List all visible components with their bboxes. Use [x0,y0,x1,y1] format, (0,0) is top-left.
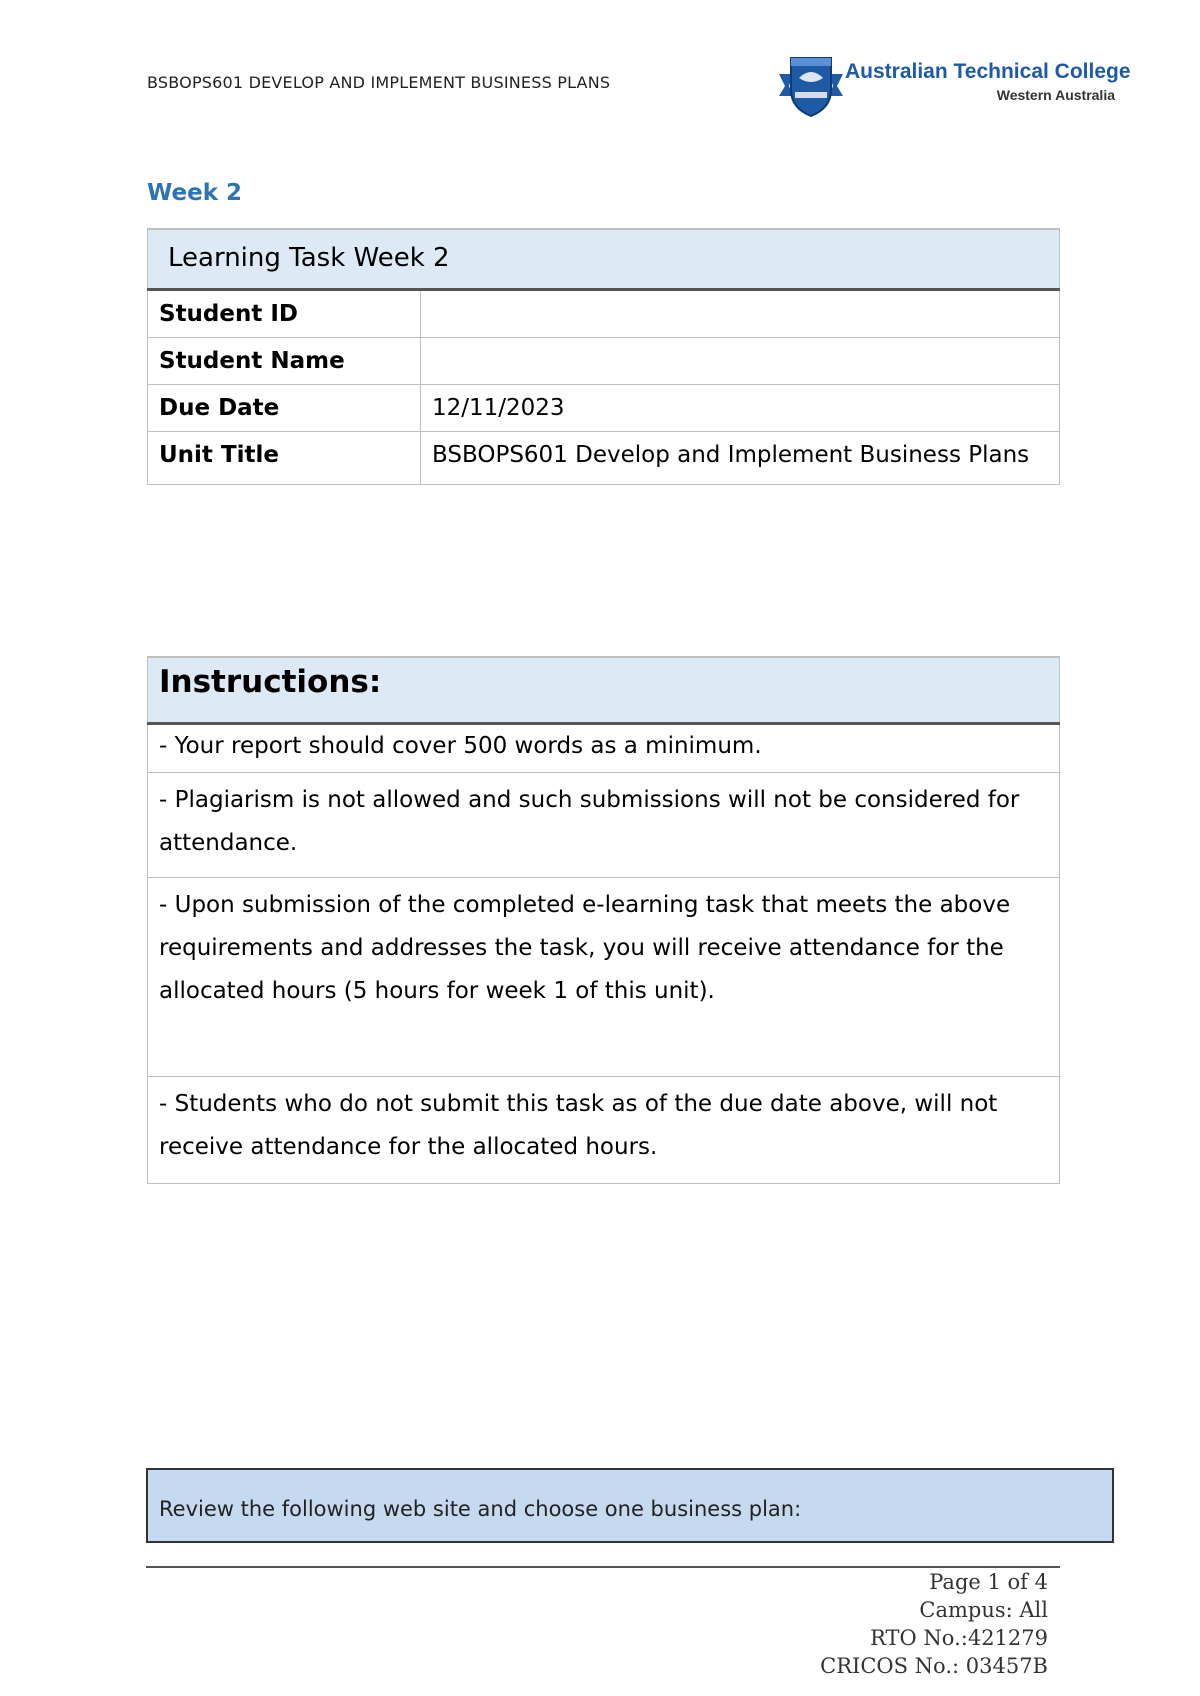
instruction-item: - Your report should cover 500 words as a minimum. [148,724,1060,773]
student-id-value [421,290,1060,338]
shield-icon [775,56,847,118]
week-title: Week 2 [147,180,243,206]
learning-task-table [147,228,1060,485]
college-logo [775,56,1131,120]
header-unit-text: BSBOPS601 DEVELOP AND IMPLEMENT BUSINESS PLANS [147,73,611,92]
student-id-label: Student ID [148,290,421,338]
logo-name: Australian Technical College [845,60,1131,83]
student-name-label: Student Name [148,338,421,385]
review-box: Review the following web site and choose one business plan: [146,1468,1114,1543]
footer [820,1568,1048,1680]
instruction-item: - Plagiarism is not allowed and such submissions will not be considered for attendance. [148,773,1060,878]
learning-task-heading: Learning Task Week 2 [148,229,1060,290]
footer-rto: RTO No.:421279 [870,1626,1048,1650]
footer-campus: Campus: All [919,1598,1048,1622]
instruction-item: - Students who do not submit this task as of the due date above, will not receive attendance for the allocated hours. [148,1077,1060,1184]
unit-title-label: Unit Title [148,432,421,485]
instructions-table [147,656,1060,1184]
logo-subtitle: Western Australia [996,87,1115,103]
student-name-value [421,338,1060,385]
instructions-heading: Instructions: [148,657,1060,724]
instruction-item: - Upon submission of the completed e-learning task that meets the above requirements and addresses the task, you will receive attendance for the allocated hours (5 hours for week 1 of this unit). [148,878,1060,1077]
footer-page-number: Page 1 of 4 [929,1570,1048,1594]
due-date-label: Due Date [148,385,421,432]
unit-title-value: BSBOPS601 Develop and Implement Business Plans [421,432,1060,485]
footer-cricos: CRICOS No.: 03457B [820,1654,1048,1678]
due-date-value: 12/11/2023 [421,385,1060,432]
